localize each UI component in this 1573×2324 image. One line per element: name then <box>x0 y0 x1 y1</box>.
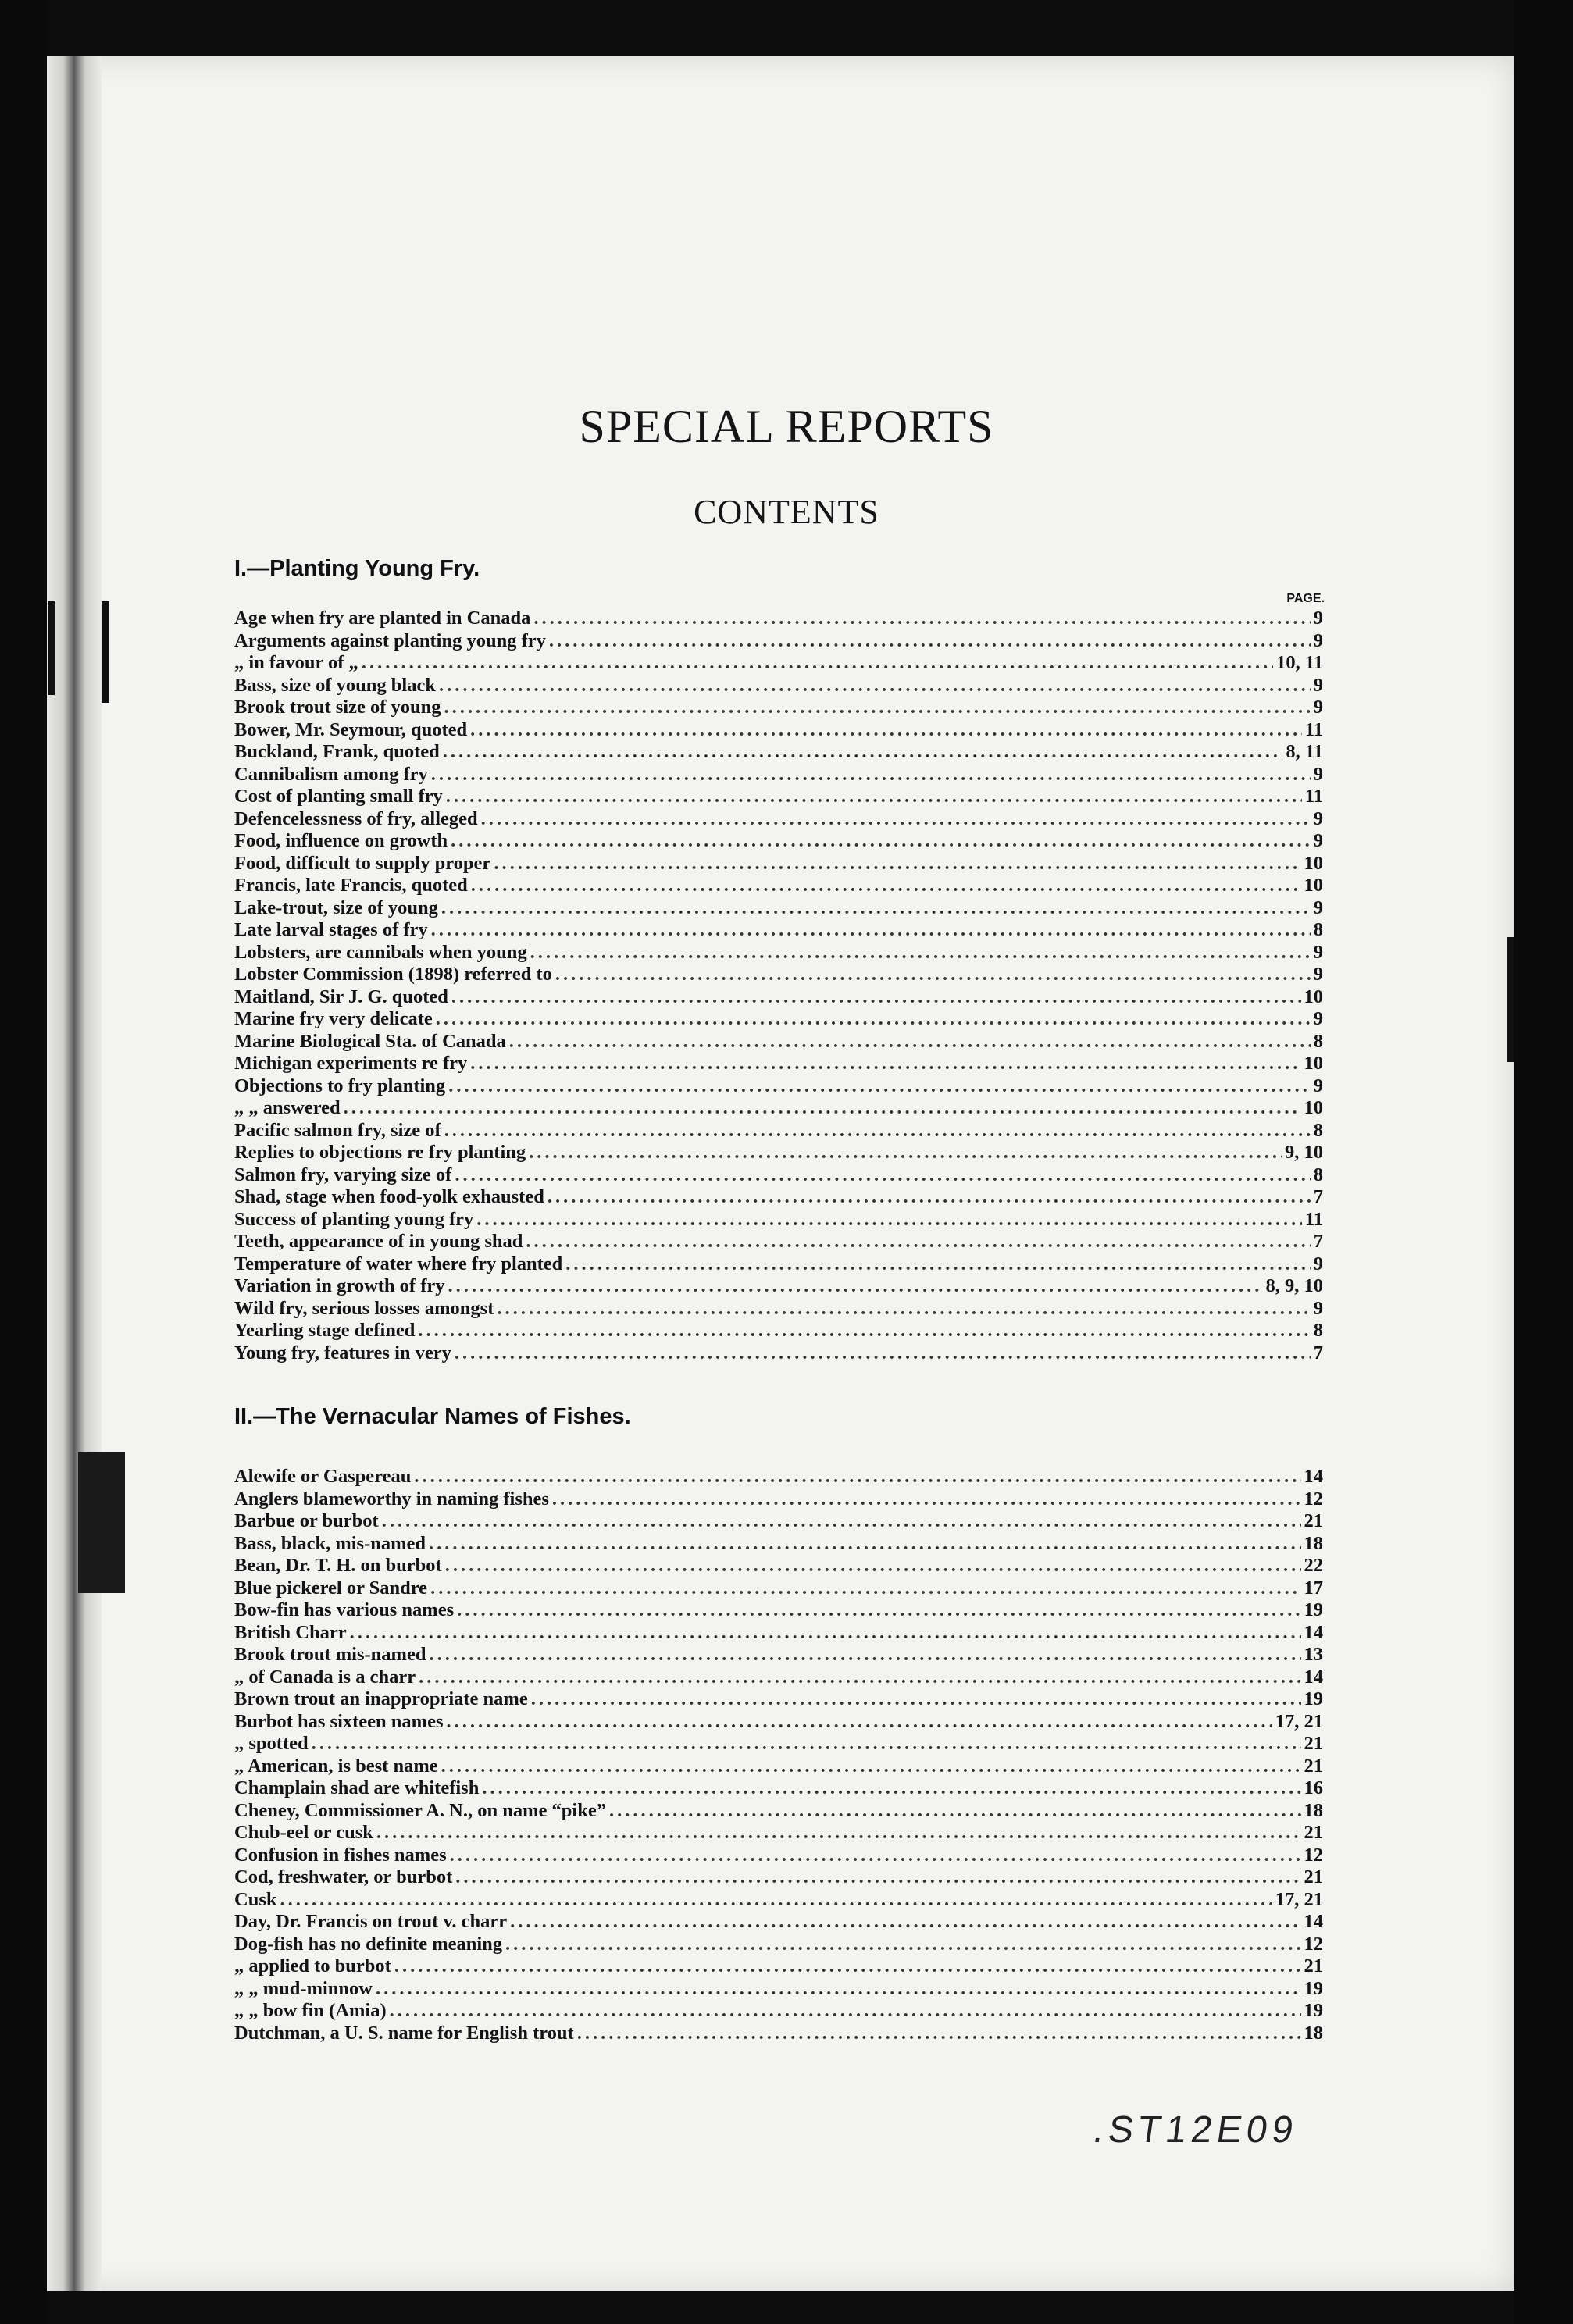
binding-clip <box>78 1452 125 1593</box>
entry-label: Success of planting young fry <box>234 1208 474 1230</box>
dot-leader <box>441 1755 1301 1778</box>
entry-page: 19 <box>1304 1977 1323 1999</box>
entry-label: Blue pickerel or Sandre <box>234 1577 428 1599</box>
contents-list-2 <box>234 1466 1323 2044</box>
entry-page: 9 <box>1313 1008 1323 1029</box>
entry-label: Brook trout mis-named <box>234 1644 426 1665</box>
entry-label: Marine Biological Sta. of Canada <box>234 1030 506 1052</box>
contents-entry <box>234 1488 1323 1511</box>
entry-page: 9 <box>1313 941 1323 963</box>
contents-entry <box>234 786 1323 808</box>
entry-label: Bass, black, mis-named <box>234 1532 426 1554</box>
entry-page: 9 <box>1313 896 1323 918</box>
section-heading-1: I.—Planting Young Fry. <box>234 556 480 581</box>
contents-entry <box>234 1800 1323 1823</box>
dot-leader <box>436 1008 1311 1031</box>
entry-label: British Charr <box>234 1621 347 1643</box>
contents-entry <box>234 1934 1323 1956</box>
dot-leader <box>577 2023 1301 2045</box>
section-heading-2: II.—The Vernacular Names of Fishes. <box>234 1404 631 1429</box>
entry-page: 21 <box>1304 1955 1323 1976</box>
page-column-label: PAGE. <box>1286 592 1325 605</box>
contents-entry <box>234 1644 1323 1666</box>
contents-entry <box>234 986 1323 1009</box>
dot-leader <box>448 1075 1311 1098</box>
entry-page: 10 <box>1304 875 1323 896</box>
contents-entry <box>234 1577 1323 1600</box>
contents-entry <box>234 1097 1323 1120</box>
entry-page: 8 <box>1313 1164 1323 1185</box>
entry-page: 11 <box>1304 786 1323 807</box>
entry-label: Bower, Mr. Seymour, quoted <box>234 718 468 740</box>
dot-leader <box>418 1320 1310 1342</box>
dot-leader <box>470 719 1302 742</box>
entry-label: „ spotted <box>234 1733 309 1754</box>
binding-mark <box>102 601 109 703</box>
entry-page: 17, 21 <box>1275 1888 1323 1910</box>
entry-label: Wild fry, serious losses amongst <box>234 1297 494 1319</box>
contents-entry <box>234 1978 1323 2001</box>
dot-leader <box>530 942 1311 964</box>
dot-leader <box>482 1777 1300 1800</box>
entry-page: 9 <box>1313 964 1323 985</box>
film-border-left <box>0 0 47 2324</box>
entry-page: 18 <box>1304 2022 1323 2044</box>
dot-leader <box>481 808 1311 831</box>
dot-leader <box>429 1644 1300 1666</box>
contents-entry <box>234 1186 1323 1209</box>
contents-list-1 <box>234 608 1323 1364</box>
entry-page: 9 <box>1313 629 1323 651</box>
contents-entry <box>234 1755 1323 1778</box>
entry-label: Age when fry are planted in Canada <box>234 608 531 629</box>
entry-label: „ in favour of „ <box>234 652 358 673</box>
entry-page: 10 <box>1304 986 1323 1007</box>
entry-page: 19 <box>1304 1599 1323 1620</box>
contents-entry <box>234 741 1323 764</box>
dot-leader <box>505 1934 1300 1956</box>
page-subtitle: CONTENTS <box>694 493 879 531</box>
entry-label: Burbot has sixteen names <box>234 1710 444 1732</box>
entry-label: Confusion in fishes names <box>234 1844 447 1866</box>
entry-page: 8 <box>1313 1030 1323 1052</box>
dot-leader <box>443 741 1283 764</box>
entry-page: 7 <box>1313 1342 1323 1363</box>
entry-page: 9 <box>1313 830 1323 851</box>
contents-entry <box>234 1666 1323 1689</box>
entry-label: „ „ mud-minnow <box>234 1977 373 1999</box>
entry-label: Food, difficult to supply proper <box>234 852 491 874</box>
contents-entry <box>234 1164 1323 1187</box>
entry-label: Alewife or Gaspereau <box>234 1466 412 1487</box>
contents-entry <box>234 1231 1323 1253</box>
entry-page: 12 <box>1304 1933 1323 1955</box>
entry-label: Shad, stage when food-yolk exhausted <box>234 1186 544 1207</box>
contents-entry <box>234 1253 1323 1276</box>
entry-page: 9 <box>1313 608 1323 629</box>
entry-page: 13 <box>1304 1644 1323 1665</box>
binding-mark <box>48 601 55 695</box>
dot-leader <box>441 897 1311 920</box>
dot-leader <box>476 1209 1302 1232</box>
entry-page: 10, 11 <box>1276 652 1323 673</box>
dot-leader <box>444 1120 1311 1142</box>
entry-label: Dutchman, a U. S. name for English trout <box>234 2022 574 2044</box>
entry-page: 21 <box>1304 1733 1323 1754</box>
entry-label: Day, Dr. Francis on trout v. charr <box>234 1911 508 1932</box>
entry-label: „ American, is best name <box>234 1755 438 1777</box>
dot-leader <box>431 919 1311 942</box>
entry-label: Francis, late Francis, quoted <box>234 875 468 896</box>
contents-entry <box>234 1822 1323 1845</box>
entry-page: 14 <box>1304 1911 1323 1932</box>
entry-page: 11 <box>1304 1208 1323 1230</box>
contents-entry <box>234 1466 1323 1488</box>
dot-leader <box>497 1298 1310 1321</box>
contents-entry <box>234 964 1323 986</box>
entry-label: Michigan experiments re fry <box>234 1053 468 1074</box>
entry-page: 10 <box>1304 1053 1323 1074</box>
contents-entry <box>234 853 1323 875</box>
entry-label: Brook trout size of young <box>234 697 441 718</box>
dot-leader <box>446 786 1302 808</box>
dot-leader <box>312 1733 1301 1755</box>
entry-page: 21 <box>1304 1822 1323 1843</box>
contents-entry <box>234 1342 1323 1365</box>
dot-leader <box>450 1845 1301 1867</box>
contents-entry <box>234 1955 1323 1978</box>
contents-entry <box>234 942 1323 964</box>
dot-leader <box>390 2000 1301 2023</box>
entry-page: 7 <box>1313 1231 1323 1252</box>
contents-entry <box>234 1510 1323 1533</box>
dot-leader <box>509 1031 1311 1053</box>
contents-entry <box>234 719 1323 742</box>
contents-entry <box>234 675 1323 697</box>
entry-label: Chub-eel or cusk <box>234 1822 373 1843</box>
dot-leader <box>455 1866 1300 1889</box>
entry-label: Lake-trout, size of young <box>234 896 438 918</box>
contents-entry <box>234 608 1323 630</box>
contents-entry <box>234 1275 1323 1298</box>
entry-label: Buckland, Frank, quoted <box>234 741 440 762</box>
dot-leader <box>344 1097 1301 1120</box>
archive-stamp: .ST12E09 <box>1090 2109 1301 2151</box>
entry-page: 8, 9, 10 <box>1265 1275 1323 1296</box>
entry-label: Cannibalism among fry <box>234 763 428 785</box>
dot-leader <box>451 830 1311 853</box>
dot-leader <box>445 1555 1301 1577</box>
entry-page: 9, 10 <box>1285 1142 1323 1163</box>
entry-page: 9 <box>1313 1075 1323 1096</box>
dot-leader <box>455 1342 1311 1365</box>
entry-page: 14 <box>1304 1466 1323 1487</box>
entry-label: Late larval stages of fry <box>234 919 428 940</box>
entry-label: Objections to fry planting <box>234 1075 446 1096</box>
dot-leader <box>609 1800 1301 1823</box>
entry-label: Cost of planting small fry <box>234 786 443 807</box>
contents-entry <box>234 697 1323 719</box>
contents-entry <box>234 830 1323 853</box>
dot-leader <box>419 1666 1300 1689</box>
dot-leader <box>531 1688 1301 1711</box>
contents-entry <box>234 2023 1323 2045</box>
entry-page: 18 <box>1304 1532 1323 1554</box>
entry-page: 14 <box>1304 1666 1323 1688</box>
dot-leader <box>494 853 1300 875</box>
contents-entry <box>234 875 1323 897</box>
entry-page: 8, 11 <box>1286 741 1323 762</box>
entry-label: Dog-fish has no definite meaning <box>234 1933 503 1955</box>
dot-leader <box>529 1142 1282 1164</box>
entry-label: Anglers blameworthy in naming fishes <box>234 1488 549 1510</box>
contents-entry <box>234 1209 1323 1232</box>
dot-leader <box>455 1164 1310 1187</box>
page-binding-shadow <box>47 56 102 2291</box>
dot-leader <box>510 1911 1300 1934</box>
dot-leader <box>457 1599 1300 1622</box>
dot-leader <box>394 1955 1301 1978</box>
contents-entry <box>234 919 1323 942</box>
contents-entry <box>234 1320 1323 1342</box>
contents-entry <box>234 1622 1323 1645</box>
dot-leader <box>376 1978 1301 2001</box>
contents-entry <box>234 2000 1323 2023</box>
entry-page: 9 <box>1313 763 1323 785</box>
entry-label: Replies to objections re fry planting <box>234 1142 526 1163</box>
dot-leader <box>552 1488 1301 1511</box>
entry-label: „ „ bow fin (Amia) <box>234 2000 387 2021</box>
entry-label: Lobster Commission (1898) referred to <box>234 964 552 985</box>
entry-label: „ of Canada is a charr <box>234 1666 416 1688</box>
entry-label: Young fry, features in very <box>234 1342 451 1363</box>
entry-page: 8 <box>1313 1119 1323 1141</box>
entry-label: Arguments against planting young fry <box>234 629 546 651</box>
film-border-right <box>1514 0 1573 2324</box>
entry-label: Variation in growth of fry <box>234 1275 445 1296</box>
entry-page: 18 <box>1304 1799 1323 1821</box>
dot-leader <box>471 875 1301 897</box>
entry-page: 16 <box>1304 1777 1323 1798</box>
dot-leader <box>350 1622 1301 1645</box>
dot-leader <box>439 675 1311 697</box>
entry-page: 19 <box>1304 1688 1323 1709</box>
contents-entry <box>234 1008 1323 1031</box>
dot-leader <box>429 1533 1300 1556</box>
entry-label: Yearling stage defined <box>234 1320 416 1341</box>
dot-leader <box>448 1275 1263 1298</box>
contents-entry <box>234 1777 1323 1800</box>
contents-entry <box>234 808 1323 831</box>
entry-page: 9 <box>1313 1297 1323 1319</box>
entry-label: Cod, freshwater, or burbot <box>234 1866 453 1887</box>
entry-label: „ applied to burbot <box>234 1955 391 1976</box>
entry-label: Champlain shad are whitefish <box>234 1777 480 1798</box>
entry-page: 12 <box>1304 1488 1323 1510</box>
contents-entry <box>234 630 1323 653</box>
entry-page: 10 <box>1304 1097 1323 1118</box>
dot-leader <box>549 630 1311 653</box>
entry-page: 7 <box>1313 1186 1323 1207</box>
entry-page: 22 <box>1304 1555 1323 1576</box>
entry-page: 21 <box>1304 1755 1323 1777</box>
contents-entry <box>234 652 1323 675</box>
entry-label: Pacific salmon fry, size of <box>234 1119 441 1141</box>
dot-leader <box>280 1889 1272 1912</box>
dot-leader <box>431 764 1311 786</box>
contents-entry <box>234 1120 1323 1142</box>
entry-label: Marine fry very delicate <box>234 1008 433 1029</box>
dot-leader <box>414 1466 1300 1488</box>
contents-entry <box>234 1845 1323 1867</box>
contents-entry <box>234 764 1323 786</box>
dot-leader <box>533 608 1310 630</box>
entry-page: 17, 21 <box>1275 1710 1323 1732</box>
entry-label: Maitland, Sir J. G. quoted <box>234 986 448 1007</box>
contents-entry <box>234 1711 1323 1734</box>
entry-page: 17 <box>1304 1577 1323 1599</box>
entry-label: Lobsters, are cannibals when young <box>234 941 527 963</box>
contents-entry <box>234 1031 1323 1053</box>
dot-leader <box>446 1711 1272 1734</box>
entry-label: Food, influence on growth <box>234 830 448 851</box>
contents-entry <box>234 1142 1323 1164</box>
entry-label: „ „ answered <box>234 1097 341 1118</box>
dot-leader <box>382 1510 1301 1533</box>
entry-label: Brown trout an inappropriate name <box>234 1688 528 1709</box>
entry-label: Defencelessness of fry, alleged <box>234 807 478 829</box>
entry-page: 10 <box>1304 852 1323 874</box>
dot-leader <box>444 697 1311 719</box>
entry-page: 21 <box>1304 1510 1323 1531</box>
page-title: SPECIAL REPORTS <box>579 401 994 452</box>
entry-page: 11 <box>1304 718 1323 740</box>
contents-entry <box>234 1866 1323 1889</box>
contents-entry <box>234 1889 1323 1912</box>
entry-label: Barbue or burbot <box>234 1510 379 1531</box>
contents-entry <box>234 1075 1323 1098</box>
entry-page: 19 <box>1304 2000 1323 2021</box>
dot-leader <box>548 1186 1311 1209</box>
dot-leader <box>526 1231 1310 1253</box>
entry-label: Bass, size of young black <box>234 674 436 696</box>
dot-leader <box>565 1253 1310 1276</box>
contents-entry <box>234 1688 1323 1711</box>
entry-page: 12 <box>1304 1844 1323 1866</box>
entry-page: 8 <box>1313 919 1323 940</box>
contents-entry <box>234 1555 1323 1577</box>
dot-leader <box>555 964 1311 986</box>
entry-page: 8 <box>1313 1320 1323 1341</box>
dot-leader <box>451 986 1301 1009</box>
contents-entry <box>234 1599 1323 1622</box>
entry-page: 9 <box>1313 674 1323 696</box>
entry-page: 9 <box>1313 697 1323 718</box>
contents-entry <box>234 897 1323 920</box>
entry-label: Temperature of water where fry planted <box>234 1253 563 1274</box>
entry-label: Bow-fin has various names <box>234 1599 455 1620</box>
entry-label: Cusk <box>234 1888 277 1910</box>
contents-entry <box>234 1733 1323 1755</box>
contents-entry <box>234 1911 1323 1934</box>
contents-entry <box>234 1053 1323 1075</box>
dot-leader <box>470 1053 1300 1075</box>
dot-leader <box>362 652 1273 675</box>
entry-page: 9 <box>1313 807 1323 829</box>
entry-page: 21 <box>1304 1866 1323 1887</box>
dot-leader <box>430 1577 1300 1600</box>
entry-page: 14 <box>1304 1621 1323 1643</box>
entry-label: Salmon fry, varying size of <box>234 1164 452 1185</box>
entry-label: Bean, Dr. T. H. on burbot <box>234 1555 442 1576</box>
contents-entry <box>234 1298 1323 1321</box>
dot-leader <box>376 1822 1301 1845</box>
contents-entry <box>234 1533 1323 1556</box>
entry-label: Cheney, Commissioner A. N., on name “pike” <box>234 1799 606 1821</box>
entry-page: 9 <box>1313 1253 1323 1274</box>
entry-label: Teeth, appearance of in young shad <box>234 1231 523 1252</box>
